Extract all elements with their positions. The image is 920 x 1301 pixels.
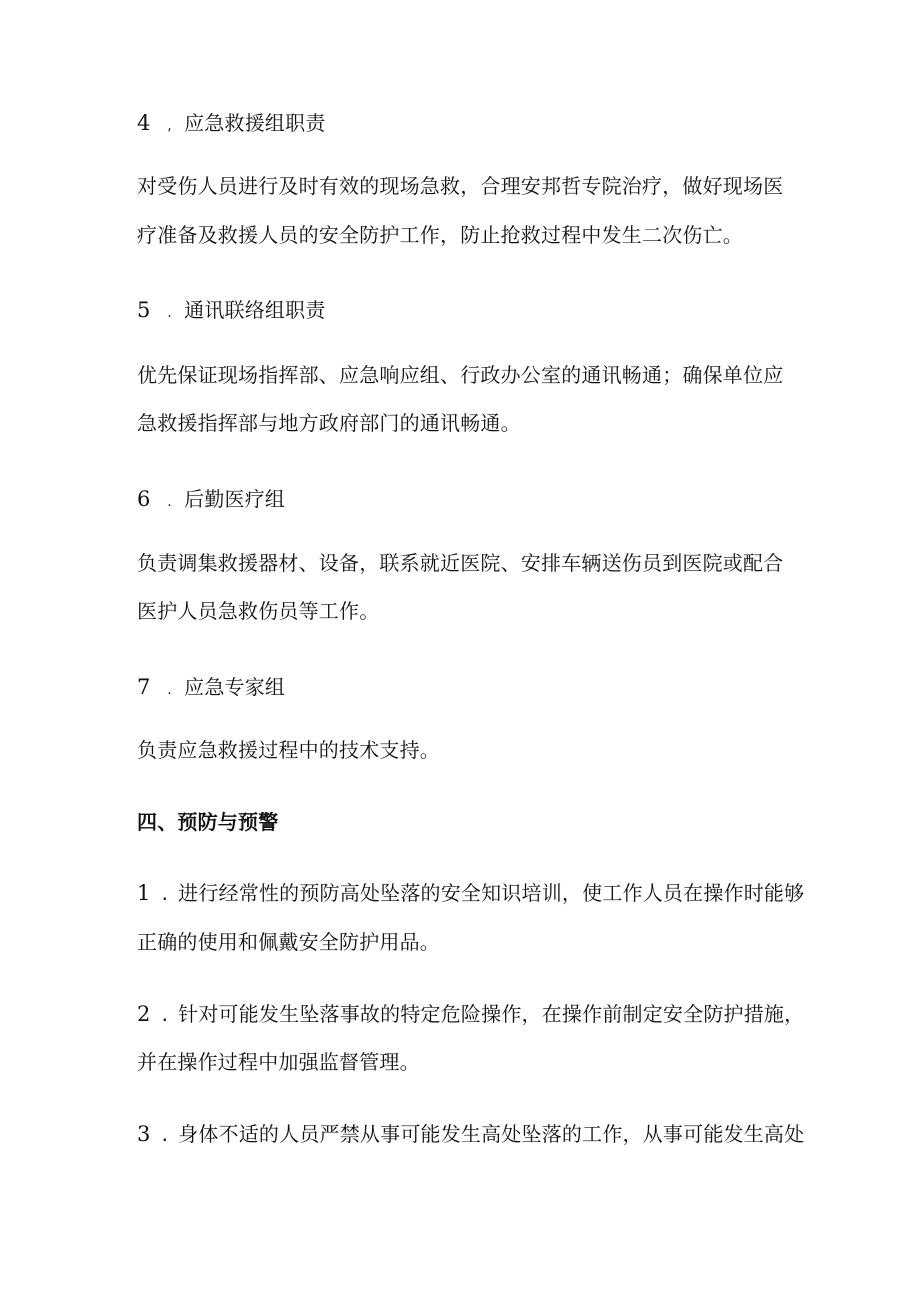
item-separator: .	[167, 494, 172, 510]
list-item-text: 针对可能发生坠落事故的特定危险操作，在操作前制定安全防护措施，	[178, 1002, 805, 1026]
item-number: 5	[137, 298, 151, 322]
item-heading	[137, 674, 285, 703]
paragraph-line: 负责调集救援器材、设备，联系就近医院、安排车辆送伤员到医院或配合	[137, 551, 784, 575]
list-item	[137, 880, 804, 906]
paragraph-line: 负责应急救援过程中的技术支持。	[137, 738, 440, 762]
item-heading	[137, 297, 326, 326]
paragraph-line: 优先保证现场指挥部、应急响应组、行政办公室的通讯畅通；确保单位应	[137, 363, 784, 387]
item-title: 应急救援组职责	[184, 111, 326, 135]
item-title: 后勤医疗组	[184, 487, 286, 511]
list-item	[137, 1121, 804, 1147]
list-item-text: 进行经常性的预防高处坠落的安全知识培训，使工作人员在操作时能够	[178, 881, 805, 905]
item-number: 2	[137, 1002, 151, 1026]
item-separator: .	[161, 881, 169, 905]
item-separator: .	[167, 305, 172, 321]
item-number: 4	[137, 111, 151, 135]
item-number: 3	[137, 1122, 151, 1146]
section-heading: 四、预防与预警	[137, 810, 279, 834]
item-separator: ,	[167, 118, 172, 134]
item-heading	[137, 110, 326, 139]
item-separator: .	[167, 682, 172, 698]
paragraph-line: 急救援指挥部与地方政府部门的通讯畅通。	[137, 411, 521, 435]
paragraph-line: 并在操作过程中加强监督管理。	[137, 1050, 420, 1074]
item-title: 应急专家组	[184, 675, 286, 699]
list-item	[137, 1001, 804, 1027]
paragraph-line: 正确的使用和佩戴安全防护用品。	[137, 930, 440, 954]
item-title: 通讯联络组职责	[184, 298, 326, 322]
paragraph-line: 医护人员急救伤员等工作。	[137, 599, 380, 623]
paragraph-line: 对受伤人员进行及时有效的现场急救，合理安邦哲专院治疗，做好现场医	[137, 174, 784, 198]
item-number: 6	[137, 487, 151, 511]
item-separator: .	[161, 1122, 169, 1146]
paragraph-line: 疗准备及救援人员的安全防护工作，防止抢救过程中发生二次伤亡。	[137, 223, 743, 247]
item-separator: .	[161, 1002, 169, 1026]
item-number: 7	[137, 675, 151, 699]
item-number: 1	[137, 881, 151, 905]
list-item-text: 身体不适的人员严禁从事可能发生高处坠落的工作，从事可能发生高处	[178, 1122, 805, 1146]
item-heading	[137, 486, 285, 515]
